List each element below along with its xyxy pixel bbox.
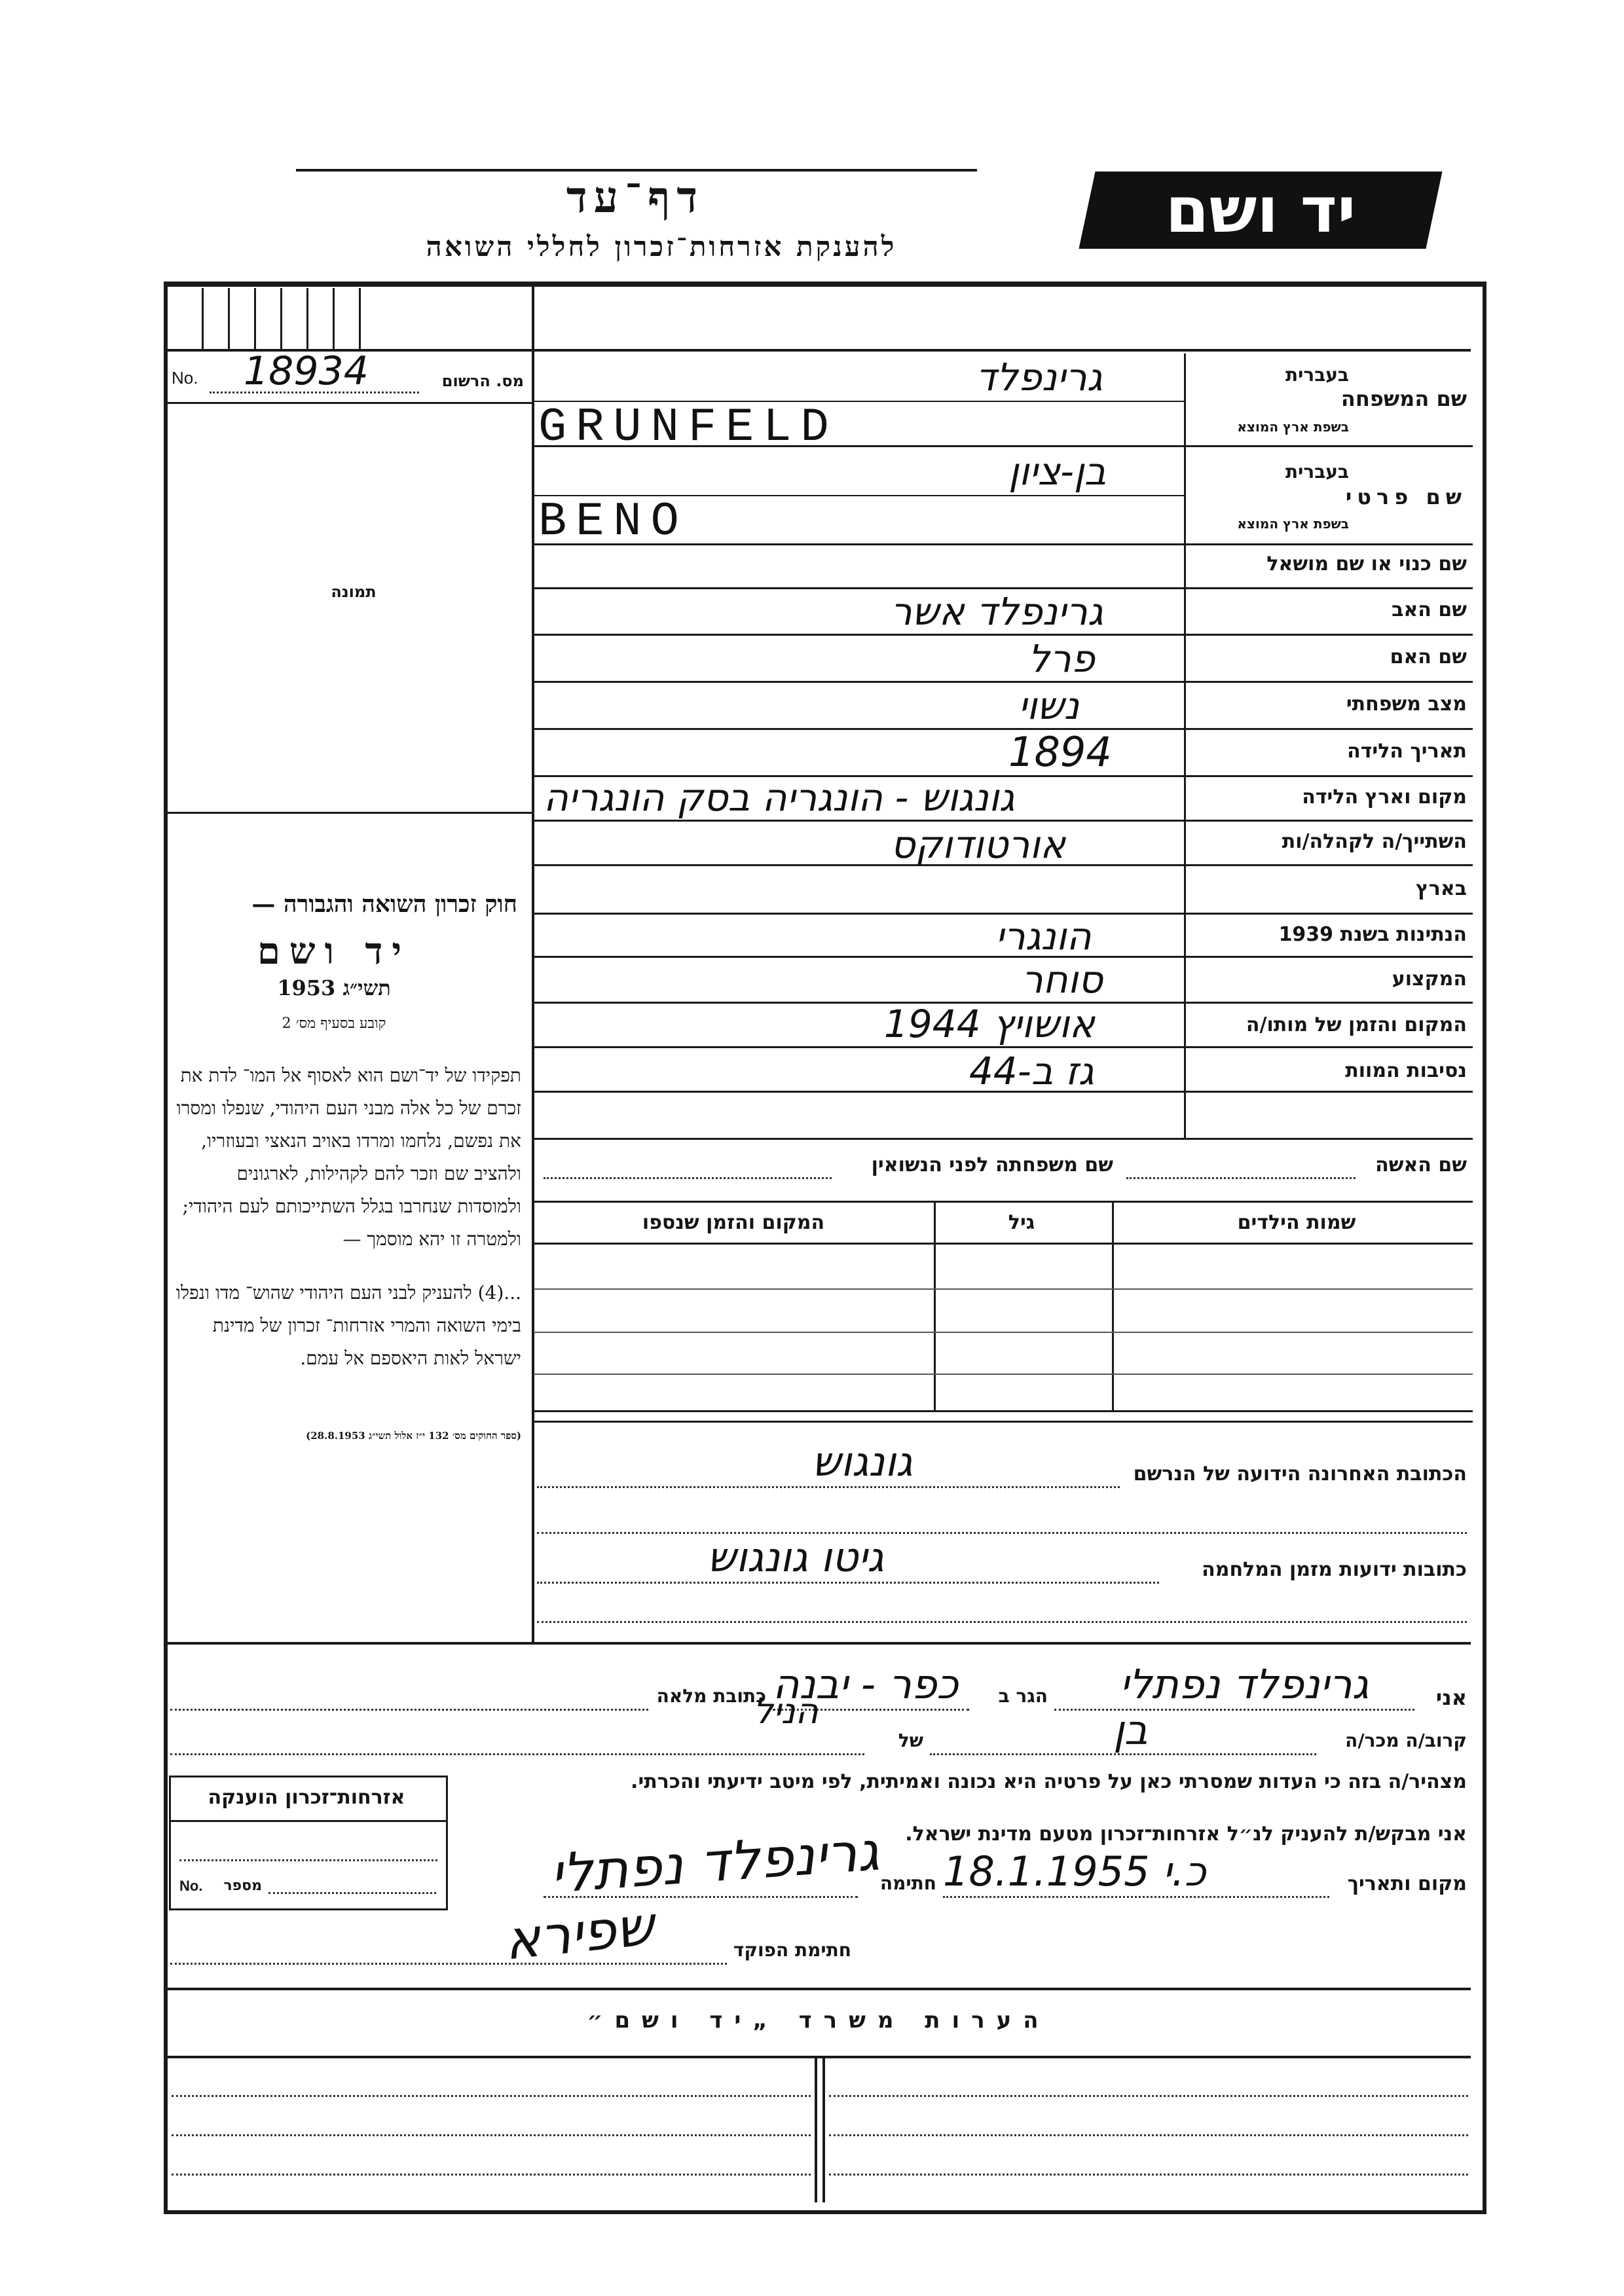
surname-label: שם המשפחה <box>1340 386 1467 411</box>
father-value: גרינפלד אשר <box>891 589 1103 634</box>
firstname-hebrew-label: בעברית <box>1285 461 1349 483</box>
left-column-divider <box>532 287 534 1642</box>
row-line <box>534 728 1473 730</box>
children-names-header: שמות הילדים <box>1237 1211 1356 1234</box>
father-label: שם האב <box>1392 598 1467 621</box>
relation-value: בן <box>1113 1706 1148 1754</box>
birthdate-label: תאריך הלידה <box>1347 740 1467 763</box>
declarant-name-dotline <box>1054 1709 1414 1711</box>
children-row-line <box>534 1374 1473 1375</box>
declaration-top-line <box>168 1642 1471 1645</box>
remarks-divider <box>815 2057 817 2202</box>
law-title: חוק זכרון השואה והגבורה — <box>251 890 517 918</box>
law-text-1: תפקידו של יד־ושם הוא לאסוף אל המו־ לדת את זכרם של כל אלה מבני העם היהודי, שנפלו ומסרו את נפשם, נלחמו ומרדו באויב הנאצי ובעוזריו, ולהציב שם וזכר להם לקהילות, לארגונים ולמוסדות שנחרבו בגלל השתייכותם לעם היהודי; ולמטרה זו יהא מוסמך — <box>176 1065 521 1250</box>
row-line-bottom <box>534 1138 1473 1140</box>
firstname-label: שם פרטי <box>1345 484 1467 509</box>
children-col-line <box>1112 1201 1114 1410</box>
relation-label: קרוב/ה מכר/ה <box>1345 1730 1467 1751</box>
death-place-value: אושויץ 1944 <box>884 1002 1095 1046</box>
citizenship-box-line <box>169 1820 448 1822</box>
tick-box <box>202 288 204 350</box>
remarks-dotline <box>172 2134 811 2136</box>
children-row-line <box>534 1288 1473 1290</box>
declarant-name-value: גרינפלד נפתלי <box>1120 1660 1369 1708</box>
profession-value: סוחר <box>1022 957 1103 1002</box>
children-row-line <box>534 1332 1473 1333</box>
children-col-line <box>934 1201 936 1410</box>
relation-of-dotline <box>170 1753 864 1755</box>
death-place-label: המקום והזמן של מותו/ה <box>1246 1013 1467 1036</box>
law-name: יד ושם <box>257 930 411 973</box>
declarant-address-label: כתובת מלאה <box>656 1685 766 1707</box>
last-address-value: גונגוש <box>812 1438 913 1485</box>
official-signature-label: חתימת הפוקד <box>733 1939 851 1961</box>
children-bottom-line <box>534 1410 1473 1412</box>
marital-label: מצב משפחתי <box>1346 693 1467 716</box>
declarant-i-label: אני <box>1435 1685 1467 1710</box>
declarant-address-dotline <box>170 1709 648 1711</box>
law-text-2: ...(4) להעניק לבני העם היהודי שהוש־ מדו ונפלו בימי השואה והמרי אזרחות־ זכרון של מדינת ישראל לאות היאספם אל עמם. <box>175 1282 521 1369</box>
request-text: אני מבקש/ת להעניק לנ״ל אזרחות־זכרון מטעם מדינת ישראל. <box>905 1823 1467 1846</box>
tick-box <box>306 288 308 350</box>
remarks-divider <box>822 2057 825 2202</box>
surname-origin-value: GRUNFELD <box>538 401 838 454</box>
residence1939-label: הנתינות בשנת 1939 <box>1278 923 1467 946</box>
remarks-top-line <box>168 1988 1471 1990</box>
tick-box <box>333 288 335 350</box>
relation-of-value: הניל <box>753 1690 819 1732</box>
tick-box <box>280 288 282 350</box>
place-date-dotline <box>943 1896 1329 1898</box>
form-subtitle: להענקת אזרחות־זכרון לחללי השואה <box>426 230 897 263</box>
remarks-title: הערות משרד „יד ושם״ <box>587 2007 1050 2033</box>
profession-label: המקצוע <box>1392 968 1467 991</box>
remarks-dotline <box>829 2095 1468 2097</box>
signature-dotline <box>544 1896 858 1898</box>
place-date-label: מקום ותאריך <box>1347 1872 1467 1895</box>
wife-label: שם האשה <box>1375 1154 1467 1176</box>
citizenship-number-label: מספר <box>223 1878 262 1894</box>
mother-value: פרל <box>1028 636 1095 681</box>
remarks-header-line <box>168 2056 1471 2058</box>
photo-label: תמונה <box>331 583 377 601</box>
registration-underline <box>168 402 533 404</box>
last-address-dotline <box>537 1486 1120 1488</box>
row-line <box>534 820 1473 822</box>
war-address-value: גיטו גונגוש <box>707 1533 884 1581</box>
children-header-line <box>534 1243 1473 1245</box>
citizenship-number-dotline <box>268 1892 436 1894</box>
birthplace-label: מקום וארץ הלידה <box>1302 786 1467 809</box>
declarant-signature: גרינפלד נפתלי <box>548 1820 881 1906</box>
community-value: אורטודוקס <box>891 822 1065 867</box>
last-address-label: הכתובת האחרונה הידועה של הנרשם <box>1133 1463 1467 1485</box>
form-title: דף־עד <box>566 172 705 223</box>
birthplace-value: גונגוש - הונגריה בסק הונגריה <box>544 775 1015 820</box>
citizenship-box-title: אזרחות־זכרון הוענקה <box>208 1786 405 1809</box>
address-top-line <box>534 1421 1473 1423</box>
tick-box <box>228 288 230 350</box>
birthdate-value: 1894 <box>1008 728 1112 776</box>
declaration-text: מצהיר/ה בזה כי העדות שמסרתי כאן על פרטיה היא נכונה ואמיתית, לפי מיטב ידיעתי והכרתי. <box>631 1770 1467 1793</box>
law-clause: קובע בסעיף מס׳ 2 <box>282 1015 386 1032</box>
remarks-dotline <box>829 2174 1468 2176</box>
relation-dotline <box>930 1753 1316 1755</box>
mother-label: שם האם <box>1390 646 1467 668</box>
tick-box <box>254 288 256 350</box>
address-dotline <box>537 1532 1467 1534</box>
registration-number: 18934 <box>244 348 369 394</box>
tick-box <box>359 288 361 350</box>
law-source: (ספר החוקים מס׳ 132 י״ז אלול תשי״ג 28.8.1953) <box>306 1430 521 1442</box>
surname-hebrew-label: בעברית <box>1285 364 1349 386</box>
children-place-header: המקום והזמן שנספו <box>642 1211 825 1234</box>
row-line <box>534 1046 1473 1048</box>
row-line <box>534 634 1473 636</box>
remarks-dotline <box>829 2134 1468 2136</box>
citizenship-no-label: No. <box>179 1878 203 1894</box>
place-date-value: כ.י 18.1.1955 <box>943 1848 1206 1895</box>
children-age-header: גיל <box>1008 1211 1035 1234</box>
signature-label: חתימה <box>879 1872 936 1894</box>
logo-text: יד ושם <box>1165 173 1356 247</box>
community-label: השתייך/ה לקהלה/ות <box>1282 830 1467 853</box>
country-label: בארץ <box>1415 877 1467 900</box>
declarant-city-value: כפר - יבנה <box>773 1660 959 1708</box>
marital-value: נשוי <box>1018 683 1080 728</box>
official-dotline <box>170 1963 727 1965</box>
firstname-origin-value: BENO <box>538 495 688 549</box>
residence1939-value: הונגרי <box>995 914 1092 958</box>
firstname-origin-label: בשפת ארץ המוצא <box>1237 516 1349 532</box>
registration-no-label: No. <box>172 368 198 388</box>
wife-maiden-label: שם משפחתה לפני הנשואין <box>871 1154 1113 1176</box>
registration-label: מס. הרשום <box>441 372 524 390</box>
address-dotline <box>537 1621 1467 1623</box>
relation-of-label: של <box>898 1730 923 1751</box>
official-signature: שפירא <box>501 1895 657 1973</box>
war-address-dotline <box>537 1582 1159 1584</box>
wife-bottom-line <box>534 1201 1473 1203</box>
death-circumstances-label: נסיבות המוות <box>1345 1059 1467 1082</box>
declarant-lives-label: הגר ב <box>998 1685 1048 1707</box>
citizenship-box-dotline <box>179 1859 437 1861</box>
firstname-hebrew-value: בן-ציון <box>1008 449 1107 494</box>
nickname-label: שם כנוי או שם מושאל <box>1266 553 1467 575</box>
death-circumstances-value: גז ב-44 <box>969 1049 1094 1093</box>
law-year: תשי״ג 1953 <box>277 975 391 1000</box>
surname-origin-label: בשפת ארץ המוצא <box>1237 419 1349 435</box>
row-line <box>534 681 1473 683</box>
label-column-divider <box>1184 354 1186 1138</box>
war-address-label: כתובות ידועות מזמן המלחמה <box>1202 1558 1467 1581</box>
surname-hebrew-value: גרינפלד <box>976 355 1103 399</box>
remarks-dotline <box>172 2174 811 2176</box>
photo-bottom-line <box>168 812 533 814</box>
wife-maiden-dotline <box>544 1177 832 1179</box>
wife-dotline <box>1126 1177 1356 1179</box>
remarks-dotline <box>172 2095 811 2097</box>
